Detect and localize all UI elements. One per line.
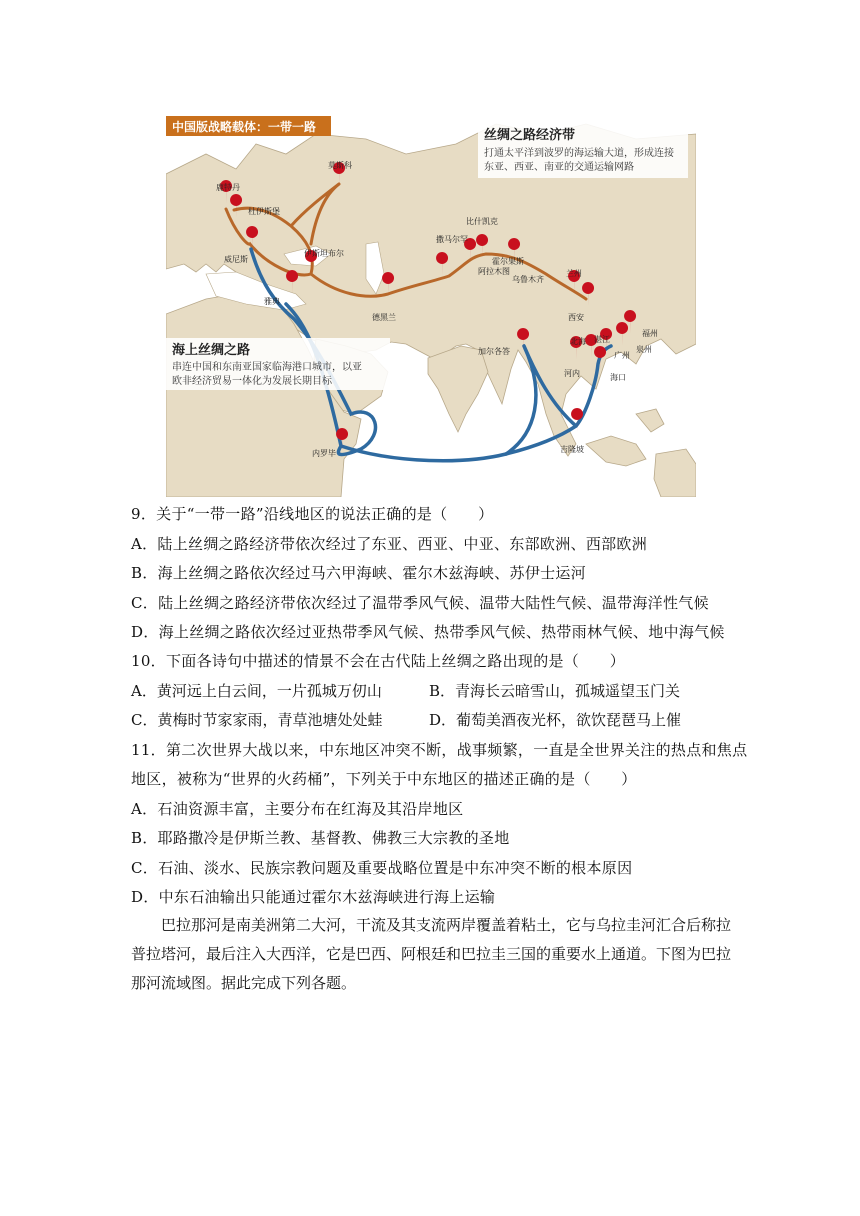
label-venice: 威尼斯 bbox=[224, 255, 248, 264]
q10-option-a: A．黄河远上白云间，一片孤城万仞山 bbox=[131, 682, 382, 700]
label-tehran: 德黑兰 bbox=[372, 313, 396, 322]
sea-legend-desc-2: 欧非经济贸易一体化为发展长期目标 bbox=[172, 376, 332, 387]
label-khorgos: 霍尔果斯 bbox=[492, 257, 524, 266]
q11-option-c: C．石油、淡水、民族宗教问题及重要战略位置是中东冲突不断的根本原因 bbox=[131, 859, 633, 877]
label-rotterdam: 鹿特丹 bbox=[216, 183, 240, 192]
label-beihai: 北海 bbox=[570, 337, 586, 346]
q9-stem: 9．关于“一带一路”沿线地区的说法正确的是（ ） bbox=[131, 505, 494, 523]
label-singapore: 吉隆坡 bbox=[560, 445, 584, 454]
passage-line-3: 那河流域图。据此完成下列各题。 bbox=[131, 974, 357, 992]
q10-option-d: D．葡萄美酒夜光杯，欲饮琵琶马上催 bbox=[429, 711, 682, 729]
label-moscow: 莫斯科 bbox=[328, 161, 352, 170]
q10-option-c: C．黄梅时节家家雨，青草池塘处处蛙 bbox=[131, 711, 383, 729]
q11-stem-line-2: 地区，被称为“世界的火药桶”，下列关于中东地区的描述正确的是（ ） bbox=[131, 770, 637, 788]
banner-title: 中国版战略载体：一带一路 bbox=[172, 120, 317, 134]
passage-line-2: 普拉塔河，最后注入大西洋，它是巴西、阿根廷和巴拉圭三国的重要水上通道。下图为巴拉 bbox=[131, 945, 732, 963]
passage-line-1: 巴拉那河是南美洲第二大河，干流及其支流两岸覆盖着粘土，它与乌拉圭河汇合后称拉 bbox=[131, 916, 732, 934]
label-istanbul: 伊斯坦布尔 bbox=[304, 249, 344, 258]
label-samarkand: 撒马尔罕 bbox=[436, 235, 468, 244]
belt-legend-title: 丝绸之路经济带 bbox=[484, 128, 576, 143]
label-xian: 西安 bbox=[568, 313, 584, 322]
passage bbox=[131, 911, 731, 998]
label-fuzhou: 福州 bbox=[642, 329, 658, 338]
q9-option-d: D．海上丝绸之路依次经过亚热带季风气候、热带季风气候、热带雨林气候、地中海气候 bbox=[131, 623, 725, 641]
q9-option-c: C．陆上丝绸之路经济带依次经过了温带季风气候、温带大陆性气候、温带海洋性气候 bbox=[131, 594, 709, 612]
q9-option-a: A．陆上丝绸之路经济带依次经过了东亚、西亚、中亚、东部欧洲、西部欧洲 bbox=[131, 535, 648, 553]
belt-legend-desc-1: 打通太平洋到波罗的海运输大道，形成连接 bbox=[484, 148, 674, 159]
q11-option-a: A．石油资源丰富，主要分布在红海及其沿岸地区 bbox=[131, 800, 464, 818]
label-haikou: 海口 bbox=[610, 373, 626, 382]
belt-legend-desc-2: 东亚、西亚、南亚的交通运输网路 bbox=[484, 162, 634, 173]
q10-option-b: B．青海长云暗雪山，孤城遥望玉门关 bbox=[429, 682, 681, 700]
label-nairobi: 内罗毕 bbox=[312, 449, 336, 458]
label-lanzhou: 兰州 bbox=[566, 269, 582, 278]
q9-option-b: B．海上丝绸之路依次经过马六甲海峡、霍尔木兹海峡、苏伊士运河 bbox=[131, 564, 587, 582]
sea-legend-title: 海上丝绸之路 bbox=[172, 343, 251, 358]
q11-option-d: D．中东石油输出只能通过霍尔木兹海峡进行海上运输 bbox=[131, 888, 496, 906]
label-athens: 雅典 bbox=[264, 297, 280, 306]
label-zhanjiang: 湛江 bbox=[594, 335, 610, 344]
q11-stem-line-1: 11．第二次世界大战以来，中东地区冲突不断，战事频繁，一直是全世界关注的热点和焦点 bbox=[131, 741, 748, 759]
sea-legend-desc-1: 串连中国和东南亚国家临海港口城市，以亚 bbox=[172, 362, 362, 373]
q11-option-b: B．耶路撒冷是伊斯兰教、基督教、佛教三大宗教的圣地 bbox=[131, 829, 510, 847]
belt-and-road-map bbox=[166, 114, 696, 497]
label-quanzhou: 泉州 bbox=[636, 345, 652, 354]
label-kolkata: 加尔各答 bbox=[478, 347, 510, 356]
label-guangzhou: 广州 bbox=[614, 351, 630, 360]
label-urumqi: 乌鲁木齐 bbox=[512, 275, 544, 284]
q10-stem: 10．下面各诗句中描述的情景不会在古代陆上丝绸之路出现的是（ ） bbox=[131, 652, 625, 670]
label-bishkek: 比什凯克 bbox=[466, 217, 498, 226]
label-hanoi: 河内 bbox=[564, 369, 580, 378]
label-almaty: 阿拉木图 bbox=[478, 267, 510, 276]
label-duisburg: 杜伊斯堡 bbox=[248, 207, 280, 216]
